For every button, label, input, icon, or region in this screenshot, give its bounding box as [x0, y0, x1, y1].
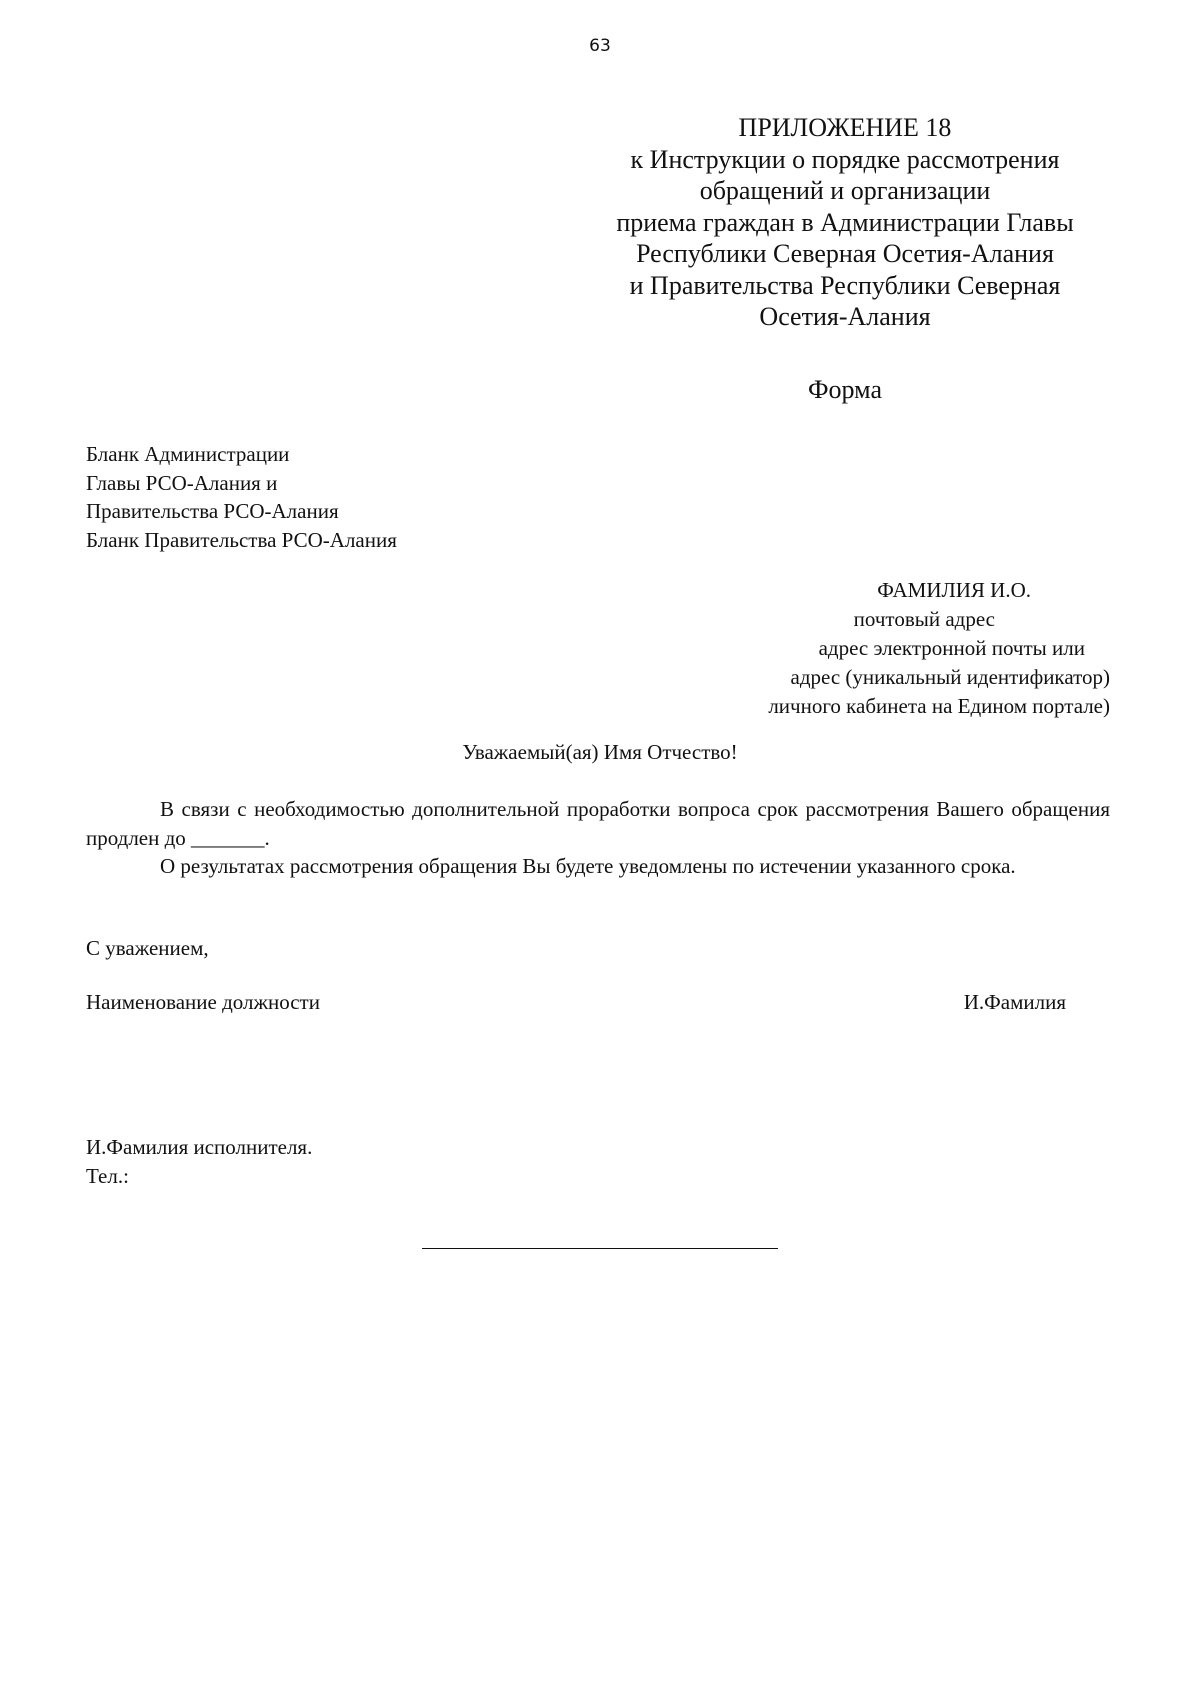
appendix-line: и Правительства Республики Северная — [629, 270, 1061, 300]
addressee-line: адрес (уникальный идентификатор) — [790, 665, 1110, 689]
appendix-line: приема граждан в Администрации Главы — [616, 207, 1074, 237]
letterhead-line: Бланк Правительства РСО-Алания — [86, 527, 397, 552]
addressee-line: личного кабинета на Едином портале) — [768, 694, 1110, 718]
addressee-name: ФАМИЛИЯ И.О. — [877, 578, 1031, 602]
addressee-line: адрес электронной почты или — [818, 636, 1085, 660]
letterhead-line: Бланк Администрации — [86, 442, 290, 466]
appendix-line: Республики Северная Осетия-Алания — [636, 239, 1054, 268]
form-label: Форма — [808, 375, 882, 404]
page-number: 63 — [589, 36, 611, 56]
appendix-line: к Инструкции о порядке рассмотрения — [630, 144, 1060, 174]
executor-block — [86, 1133, 312, 1190]
body-paragraph: В связи с необходимостью дополнительной проработки вопроса срок рассмотрения Вашего обращения продлен до _______. — [86, 797, 1110, 850]
body-paragraph: О результатах рассмотрения обращения Вы будете уведомлены по истечении указанного срока. — [160, 854, 1016, 878]
salutation: Уважаемый(ая) Имя Отчество! — [462, 740, 738, 764]
executor-name: И.Фамилия исполнителя. — [86, 1135, 313, 1159]
addressee-block — [590, 576, 1110, 721]
appendix-line: обращений и организации — [699, 176, 991, 205]
addressee-line: почтовый адрес — [853, 607, 995, 631]
appendix-line: Осетия-Алания — [759, 302, 931, 331]
executor-phone: Тел.: — [86, 1163, 129, 1188]
letterhead-block — [86, 440, 397, 554]
letter-body — [86, 795, 1110, 881]
closing: С уважением, — [86, 936, 209, 960]
appendix-header — [590, 112, 1100, 333]
letterhead-line: Главы РСО-Алания и — [86, 470, 278, 495]
signer-name: И.Фамилия — [963, 990, 1066, 1014]
letterhead-line: Правительства РСО-Алания — [86, 499, 339, 523]
footer-divider — [422, 1248, 778, 1249]
signer-position: Наименование должности — [86, 990, 320, 1014]
appendix-title: ПРИЛОЖЕНИЕ 18 — [738, 113, 952, 142]
